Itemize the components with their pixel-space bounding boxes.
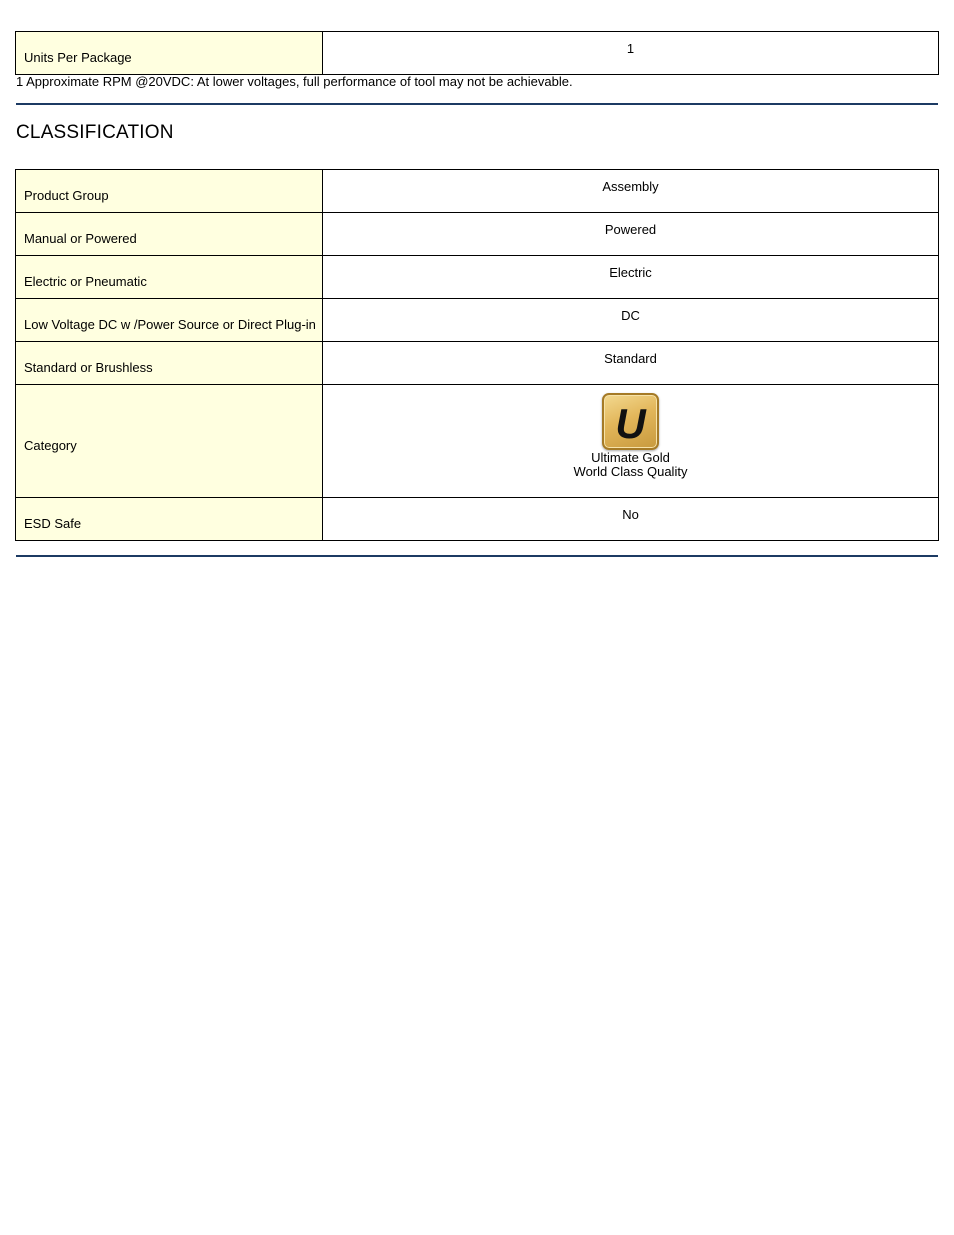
category-name: Ultimate Gold <box>591 450 670 465</box>
category-label: Category <box>16 385 323 498</box>
units-table <box>15 31 939 75</box>
table-row <box>16 170 939 213</box>
standard-or-brushless-value: Standard <box>323 342 939 385</box>
category-tagline: World Class Quality <box>573 464 688 479</box>
manual-or-powered-value: Powered <box>323 213 939 256</box>
badge-letter: U <box>615 400 646 447</box>
electric-or-pneumatic-value: Electric <box>323 256 939 299</box>
section-divider <box>16 555 938 557</box>
product-group-value: Assembly <box>323 170 939 213</box>
units-per-package-value: 1 <box>323 32 939 75</box>
table-row <box>16 498 939 541</box>
voltage-source-value: DC <box>323 299 939 342</box>
manual-or-powered-label: Manual or Powered <box>16 213 323 256</box>
ultimate-gold-badge-icon <box>602 393 659 450</box>
units-per-package-label: Units Per Package <box>16 32 323 75</box>
section-divider <box>16 103 938 105</box>
esd-safe-value: No <box>323 498 939 541</box>
classification-table <box>15 169 939 541</box>
standard-or-brushless-label: Standard or Brushless <box>16 342 323 385</box>
table-row <box>16 213 939 256</box>
classification-title: CLASSIFICATION <box>16 122 174 143</box>
table-row <box>16 342 939 385</box>
table-row <box>16 256 939 299</box>
esd-safe-label: ESD Safe <box>16 498 323 541</box>
voltage-source-label: Low Voltage DC w /Power Source or Direct Plug-in <box>16 299 323 342</box>
electric-or-pneumatic-label: Electric or Pneumatic <box>16 256 323 299</box>
table-row <box>16 385 939 498</box>
badge-letter-graphic <box>604 395 657 448</box>
category-value <box>323 385 939 498</box>
table-row <box>16 299 939 342</box>
product-group-label: Product Group <box>16 170 323 213</box>
rpm-footnote: 1 Approximate RPM @20VDC: At lower voltages, full performance of tool may not be achievable. <box>16 74 573 89</box>
table-row <box>16 32 939 75</box>
